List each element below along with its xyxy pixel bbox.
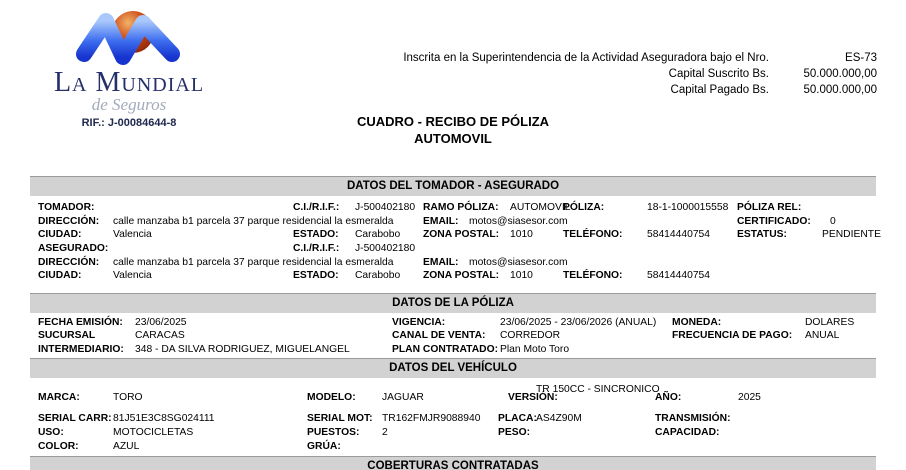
label-poliza-rel: PÓLIZA REL: — [737, 202, 802, 213]
tomador-row — [30, 242, 876, 256]
registration-value: ES-73 — [845, 52, 877, 64]
value-plan-contratado: Plan Moto Toro — [500, 343, 570, 355]
value-ciudad: Valencia — [113, 270, 152, 282]
capital-suscrito-value: 50.000.000,00 — [803, 68, 877, 80]
label-uso: USO: — [38, 427, 64, 438]
value-ciudad: Valencia — [113, 229, 152, 241]
label-moneda: MONEDA: — [672, 317, 722, 328]
value-telefono: 58414440754 — [647, 270, 710, 282]
label-ciudad: CIUDAD: — [38, 270, 82, 282]
label-placa: PLACA: — [498, 413, 537, 424]
label-capacidad: CAPACIDAD: — [655, 427, 720, 438]
label-version: VERSIÓN: — [508, 392, 558, 403]
section-header-tomador: DATOS DEL TOMADOR - ASEGURADO — [30, 176, 876, 196]
value-serial-mot: TR162FMJR9088940 — [382, 413, 481, 424]
vehiculo-row — [30, 440, 876, 454]
value-email: motos@siasesor.com — [469, 215, 568, 227]
value-vigencia: 23/06/2025 - 23/06/2026 (ANUAL) — [500, 317, 657, 328]
document-title-line2: AUTOMOVIL — [414, 131, 492, 146]
tomador-row — [30, 256, 876, 270]
label-plan-contratado: PLAN CONTRATADO: — [392, 343, 499, 355]
document-title-line1: CUADRO - RECIBO DE PÓLIZA — [356, 114, 550, 129]
vehiculo-section — [30, 384, 876, 454]
value-serial-carr: 81J51E3C8SG024111 — [113, 413, 215, 424]
company-logo — [33, 6, 225, 129]
value-cirif: J-500402180 — [355, 202, 416, 213]
label-email: EMAIL: — [423, 215, 459, 227]
label-cirif: C.I./R.I.F.: — [293, 202, 340, 213]
label-serial-carr: SERIAL CARR: — [38, 413, 112, 424]
tomador-row — [30, 215, 876, 229]
label-zona-postal: ZONA POSTAL: — [423, 229, 500, 241]
vehiculo-row — [30, 426, 876, 440]
label-zona-postal: ZONA POSTAL: — [423, 270, 500, 282]
company-tagline: de Seguros — [91, 95, 167, 114]
label-color: COLOR: — [38, 441, 79, 452]
value-moneda: DOLARES — [805, 317, 855, 328]
value-direccion: calle manzaba b1 parcela 37 parque residencial la esmeralda — [113, 215, 394, 227]
vehiculo-row — [30, 412, 876, 426]
value-modelo: JAGUAR — [382, 392, 424, 403]
value-ramo-poliza: AUTOMOVIL — [510, 202, 571, 213]
label-frecuencia-pago: FRECUENCIA DE PAGO: — [672, 330, 793, 342]
value-ano: 2025 — [738, 392, 761, 403]
poliza-section — [30, 316, 876, 356]
value-version: TR 150CC - SINCRONICO — [536, 384, 660, 395]
value-email: motos@siasesor.com — [469, 256, 568, 268]
value-canal-de-venta: CORREDOR — [500, 330, 561, 342]
label-ano: AÑO: — [655, 392, 682, 403]
value-uso: MOTOCICLETAS — [113, 427, 194, 438]
label-canal-de-venta: CANAL DE VENTA: — [392, 330, 486, 342]
label-sucursal: SUCURSAL — [38, 330, 96, 342]
value-estatus: PENDIENTE — [822, 229, 881, 241]
label-vigencia: VIGENCIA: — [392, 317, 446, 328]
label-grua: GRÚA: — [307, 441, 341, 452]
company-name: La Mundial — [53, 67, 205, 98]
value-color: AZUL — [113, 441, 140, 452]
label-fecha-emision: FECHA EMISIÓN: — [38, 317, 123, 328]
registration-label: Inscrita en la Superintendencia de la Actividad Aseguradora bajo el Nro. — [403, 52, 769, 64]
value-cirif: J-500402180 — [355, 243, 416, 255]
value-fecha-emision: 23/06/2025 — [135, 317, 187, 328]
registration-line — [403, 82, 877, 98]
label-ciudad: CIUDAD: — [38, 229, 82, 241]
value-estado: Carabobo — [355, 229, 401, 241]
company-rif: RIF.: J-00084644-8 — [81, 117, 177, 129]
label-estado: ESTADO: — [293, 229, 339, 241]
registration-line — [403, 66, 877, 82]
vehiculo-row — [30, 384, 876, 412]
value-frecuencia-pago: ANUAL — [805, 330, 840, 342]
tomador-row — [30, 201, 876, 215]
tomador-section — [30, 201, 881, 283]
value-marca: TORO — [113, 392, 143, 403]
document-title — [0, 113, 906, 147]
label-direccion: DIRECCIÓN: — [38, 256, 100, 268]
label-puestos: PUESTOS: — [307, 427, 360, 438]
label-peso: PESO: — [498, 427, 531, 438]
value-direccion: calle manzaba b1 parcela 37 parque residencial la esmeralda — [113, 256, 394, 268]
capital-suscrito-label: Capital Suscrito Bs. — [668, 68, 769, 80]
label-direccion: DIRECCIÓN: — [38, 215, 100, 227]
tomador-row — [30, 269, 876, 283]
poliza-row — [30, 343, 876, 356]
label-cirif: C.I./R.I.F.: — [293, 243, 340, 255]
label-serial-mot: SERIAL MOT: — [307, 413, 373, 424]
value-intermediario: 348 - DA SILVA RODRIGUEZ, MIGUELANGEL — [135, 343, 350, 355]
value-puestos: 2 — [382, 427, 388, 438]
registration-header — [403, 50, 877, 98]
poliza-row — [30, 316, 876, 329]
value-sucursal: CARACAS — [135, 330, 185, 342]
lamundial-logo-icon — [73, 6, 185, 70]
value-certificado: 0 — [830, 215, 836, 227]
value-poliza: 18-1-1000015558 — [647, 202, 729, 213]
section-header-vehiculo: DATOS DEL VEHÍCULO — [30, 358, 876, 378]
value-zona-postal: 1010 — [510, 229, 533, 241]
poliza-row — [30, 329, 876, 342]
label-ramo-poliza: RAMO PÓLIZA: — [423, 202, 499, 213]
section-header-poliza: DATOS DE LA PÓLIZA — [30, 293, 876, 313]
value-zona-postal: 1010 — [510, 270, 533, 282]
value-estado: Carabobo — [355, 270, 401, 282]
label-email: EMAIL: — [423, 256, 459, 268]
section-header-coberturas: COBERTURAS CONTRATADAS — [30, 456, 876, 470]
label-asegurado: ASEGURADO: — [38, 243, 109, 255]
label-intermediario: INTERMEDIARIO: — [38, 343, 124, 355]
label-telefono: TELÉFONO: — [563, 229, 623, 241]
value-placa: AS4Z90M — [536, 413, 582, 424]
label-estatus: ESTATUS: — [737, 229, 787, 241]
label-estado: ESTADO: — [293, 270, 339, 282]
label-marca: MARCA: — [38, 392, 80, 403]
label-modelo: MODELO: — [307, 392, 356, 403]
label-transmision: TRANSMISIÓN: — [655, 413, 731, 424]
capital-pagado-label: Capital Pagado Bs. — [670, 84, 769, 96]
label-tomador: TOMADOR: — [38, 202, 95, 213]
capital-pagado-value: 50.000.000,00 — [803, 84, 877, 96]
label-certificado: CERTIFICADO: — [737, 215, 811, 227]
registration-line — [403, 50, 877, 66]
value-telefono: 58414440754 — [647, 229, 710, 241]
tomador-row — [30, 228, 881, 242]
label-poliza: PÓLIZA: — [563, 202, 605, 213]
label-telefono: TELÉFONO: — [563, 270, 623, 282]
